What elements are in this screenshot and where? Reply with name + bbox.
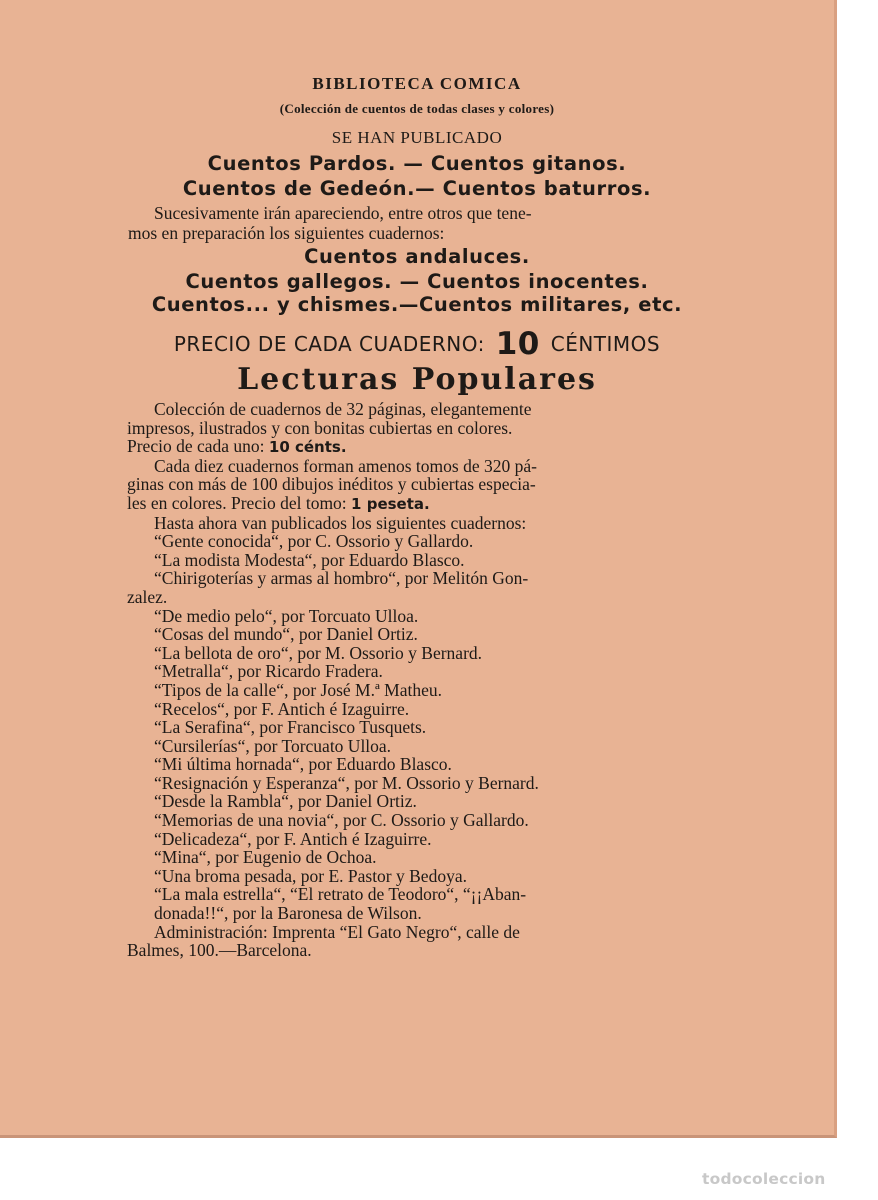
list-item: “La bellota de oro“, por M. Ossorio y Bernard.	[154, 642, 483, 663]
lecturas-p2-line-1: Cada diez cuadernos forman amenos tomos de 320 pá-	[154, 455, 537, 476]
upcoming-titles-line-1: Cuentos andaluces.	[304, 245, 530, 268]
price-label: PRECIO DE CADA CUADERNO:	[173, 332, 485, 356]
list-item-continuation: zalez.	[127, 586, 168, 607]
upcoming-intro	[128, 203, 668, 243]
lecturas-body	[127, 400, 687, 960]
list-item: “Memorias de una novia“, por C. Ossorio y Gallardo.	[154, 810, 529, 831]
upcoming-titles-line-2: Cuentos gallegos. — Cuentos inocentes.	[185, 270, 649, 293]
tomo-price-value: 1 peseta.	[351, 494, 430, 513]
list-intro: Hasta ahora van publicados los siguientes cuadernos:	[154, 512, 527, 533]
list-item: “De medio pelo“, por Torcuato Ulloa.	[154, 605, 419, 626]
list-item: “Chirigoterías y armas al hombro“, por Melitón Gon-	[154, 568, 529, 589]
price-amount: 10	[495, 326, 540, 362]
series-subtitle: (Colección de cuentos de todas clases y colores)	[279, 101, 555, 116]
tomo-price-label: les en colores. Precio del tomo:	[127, 492, 347, 513]
list-item: “Cosas del mundo“, por Daniel Ortiz.	[154, 624, 418, 645]
list-item: “Delicadeza“, por F. Antich é Izaguirre.	[154, 828, 432, 849]
list-item: “La modista Modesta“, por Eduardo Blasco.	[154, 549, 465, 570]
administration-line-2: Balmes, 100.—Barcelona.	[127, 940, 312, 961]
published-titles-line-1: Cuentos Pardos. — Cuentos gitanos.	[207, 152, 627, 175]
lecturas-p1-line-3	[127, 437, 687, 457]
list-item: “Cursilerías“, por Torcuato Ulloa.	[154, 735, 392, 756]
list-item: “Recelos“, por F. Antich é Izaguirre.	[154, 698, 410, 719]
list-item: “Desde la Rambla“, por Daniel Ortiz.	[154, 791, 417, 812]
lecturas-p1-line-1: Colección de cuadernos de 32 páginas, elegantemente	[154, 399, 532, 419]
price-each-label: Precio de cada uno:	[127, 436, 265, 457]
price-unit: CÉNTIMOS	[550, 332, 661, 356]
watermark-logo: todocoleccion	[702, 1170, 826, 1188]
list-item: “Una broma pesada, por E. Pastor y Bedoya.	[154, 865, 467, 886]
administration-line-1: Administración: Imprenta “El Gato Negro“, calle de	[154, 921, 520, 942]
lecturas-p2-line-2: ginas con más de 100 dibujos inéditos y cubiertas especia-	[127, 474, 536, 495]
published-heading: SE HAN PUBLICADO	[331, 128, 503, 147]
price-line	[0, 326, 834, 362]
lecturas-p2-line-3	[127, 494, 687, 514]
list-item: “Metralla“, por Ricardo Fradera.	[154, 661, 383, 682]
lecturas-p1-line-2: impresos, ilustrados y con bonitas cubiertas en colores.	[127, 417, 513, 438]
list-item: “Mi última hornada“, por Eduardo Blasco.	[154, 754, 452, 775]
list-item-continuation: donada!!“, por la Baronesa de Wilson.	[154, 903, 422, 924]
upcoming-intro-line-2: mos en preparación los siguientes cuadernos:	[128, 223, 445, 243]
list-item: “Tipos de la calle“, por José M.ª Matheu.	[154, 679, 443, 700]
published-titles-line-2: Cuentos de Gedeón.— Cuentos baturros.	[182, 177, 652, 200]
upcoming-intro-line-1: Sucesivamente irán apareciendo, entre otros que tene-	[154, 203, 532, 223]
list-item: “Resignación y Esperanza“, por M. Ossorio y Bernard.	[154, 772, 539, 793]
list-item: “La mala estrella“, “El retrato de Teodoro“, “¡¡Aban-	[154, 884, 527, 905]
list-item: “Mina“, por Eugenio de Ochoa.	[154, 847, 377, 868]
series-title: BIBLIOTECA COMICA	[312, 74, 522, 93]
upcoming-titles-line-3: Cuentos... y chismes.—Cuentos militares, etc.	[151, 293, 683, 316]
list-item: “La Serafina“, por Francisco Tusquets.	[154, 717, 427, 738]
list-item: “Gente conocida“, por C. Ossorio y Gallardo.	[154, 531, 474, 552]
lecturas-title: Lecturas Populares	[237, 362, 597, 397]
price-each-value: 10 cénts.	[268, 438, 347, 457]
